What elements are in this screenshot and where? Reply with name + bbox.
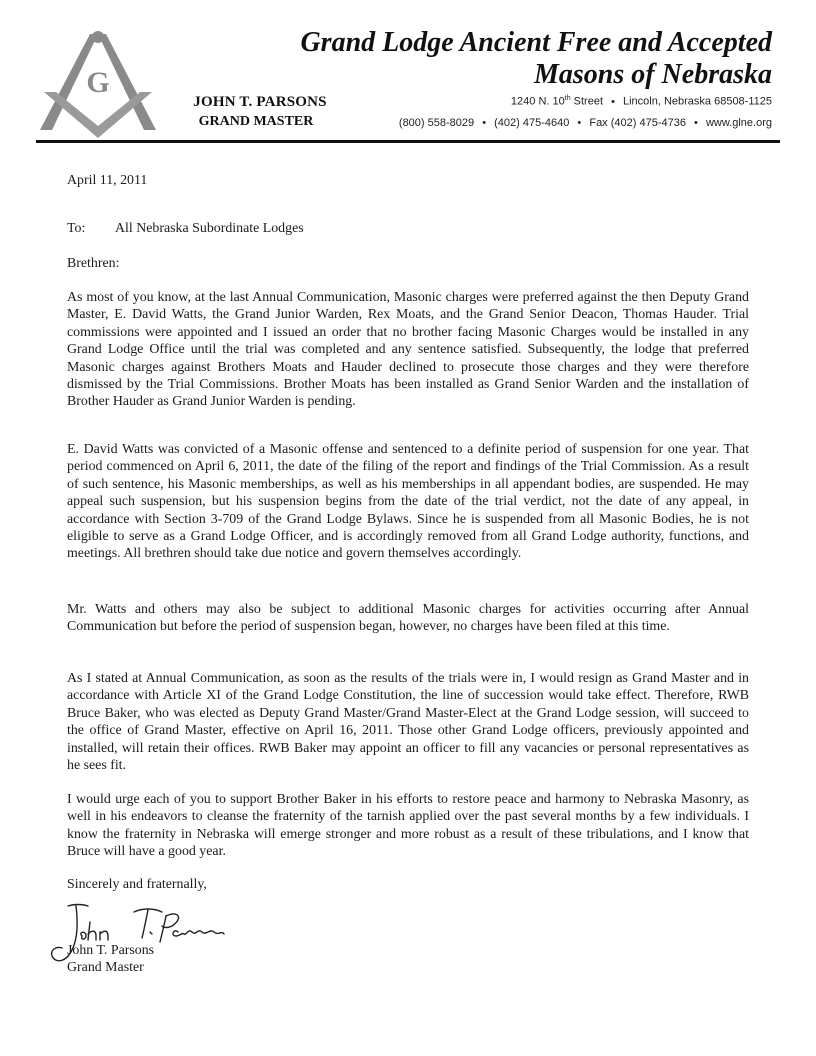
website-link[interactable]: www.glne.org bbox=[705, 117, 772, 129]
contact-line: (800) 558-8029 • (402) 475-4640 • Fax (402) 475-4736 • www.glne.org bbox=[398, 117, 772, 129]
paragraph-1: As most of you know, at the last Annual Communication, Masonic charges were preferred against the then Deputy Grand Master, E. David Watts, the Grand Junior Warden, Rex Moats, and the Grand Senior Deacon, Thomas Hauder. Trial commissions were appointed and I issued an order that no brother facing Masonic Charges would be installed in any Grand Lodge Office until the trial was completed and any sentence satisfied. Subsequently, the lodge that preferred Masonic charges against Brothers Moats and Hauder declined to prosecute those charges and they were therefore dismissed by the Trial Commissions. Brother Moats has been installed as Grand Senior Warden and the installation of Brother Hauder as Grand Junior Warden is pending. bbox=[67, 290, 749, 410]
fax-number: Fax (402) 475-4736 bbox=[589, 117, 686, 129]
phone-tollfree: (800) 558-8029 bbox=[398, 117, 475, 129]
salutation: Brethren: bbox=[67, 256, 120, 271]
closing: Sincerely and fraternally, bbox=[67, 877, 207, 892]
to-label: To: bbox=[67, 221, 86, 236]
recipient: All Nebraska Subordinate Lodges bbox=[115, 221, 304, 236]
phone-local: (402) 475-4640 bbox=[494, 117, 570, 129]
recipient-line bbox=[67, 220, 749, 237]
paragraph-4: As I stated at Annual Communication, as soon as the results of the trials were in, I would resign as Grand Master and in accordance with Article XI of the Grand Lodge Constitution, the line of succession would take effect. Therefore, RWB Bruce Baker, who was elected as Deputy Grand Master/Grand Master-Elect at the Grand Lodge session, will succeed to the office of Grand Master, effective on April 16, 2011. Those other Grand Lodge officers, previously appointed and installed, will retain their offices. RWB Baker may appoint an officer to fill any vacancies or personal representatives as he sees fit. bbox=[67, 671, 749, 774]
grand-master-name: JOHN T. PARSONS bbox=[193, 94, 327, 110]
signer-name: John T. Parsons bbox=[67, 943, 155, 958]
square-and-compass-logo bbox=[36, 30, 160, 142]
organization-title bbox=[212, 27, 772, 91]
org-title-line-1: Grand Lodge Ancient Free and Accepted bbox=[300, 27, 772, 58]
paragraph-2: E. David Watts was convicted of a Masonic offense and sentenced to a definite period of suspension for one year. That period commenced on April 6, 2011, the date of the filing of the report and findings of the Trial Commission. As a result of such sentence, his Masonic memberships, as well as his memberships in all appendant bodies, are suspended. He may appeal such suspension, but his suspension begins from the date of the trial verdict, not the date of any appeal, in accordance with Section 3-709 of the Grand Lodge Bylaws. Since he is suspended from all Masonic Bodies, he is not eligible to serve as a Grand Lodge Officer, and is accordingly removed from all Grand Lodge authority, functions, and meetings. All brethren should take due notice and govern themselves accordingly. bbox=[67, 442, 749, 562]
paragraph-5: I would urge each of you to support Brother Baker in his efforts to restore peace and harmony to Nebraska Masonry, as well in his endeavors to cleanse the fraternity of the tarnish applied over the past several months by a few individuals. I know the fraternity in Nebraska will emerge stronger and more robust as a result of these tribulations, and I know that Bruce will have a good year. bbox=[67, 792, 749, 860]
org-title-line-2: Masons of Nebraska bbox=[533, 59, 772, 90]
svg-text:G: G bbox=[86, 66, 110, 99]
letterhead-divider bbox=[36, 140, 780, 143]
bullet-separator: • bbox=[611, 95, 615, 108]
grand-master-title: GRAND MASTER bbox=[198, 114, 314, 129]
paragraph-3: Mr. Watts and others may also be subject to additional Masonic charges for activities occurring after Annual Communication but before the period of suspension began, however, no charges have been filed at this time. bbox=[67, 602, 749, 635]
letter-date: April 11, 2011 bbox=[67, 173, 148, 188]
address-line: 1240 N. 10th Street • Lincoln, Nebraska 68508-1125 bbox=[510, 95, 772, 108]
signer-title: Grand Master bbox=[67, 960, 144, 975]
